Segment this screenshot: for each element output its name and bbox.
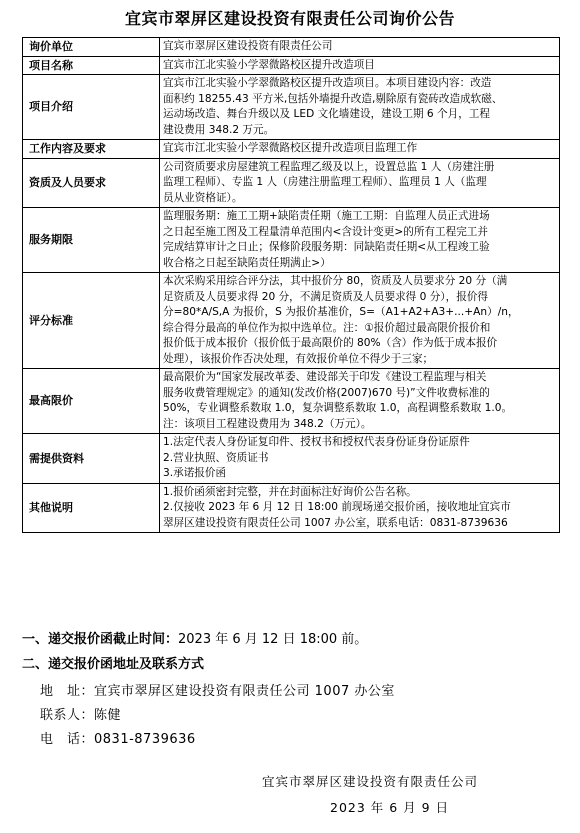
row-value-line: 收合格之日起至缺陷责任期满止>） [163,256,331,269]
row-value-line: 宜宾市翠屏区建设投资有限责任公司 [163,40,333,52]
table-row [23,369,560,434]
table-row [23,273,560,369]
row-label: 询价单位 [23,38,160,57]
row-value [160,369,560,434]
signature-company: 宜宾市翠屏区建设投资有限责任公司 [262,774,479,789]
row-value-line: 报价低于成本报价（报价低于最高限价的 80%（含）作为低于成本报价 [163,337,498,349]
row-value-line: 翠屏区建设投资有限责任公司 1007 办公室，联系电话：0831-8739636 [163,516,508,529]
row-value-line: 3.承诺报价函 [163,467,227,479]
table-row [23,38,560,57]
row-value-line: 注：该项目工程建设费用为 348.2（万元）。 [163,417,372,430]
row-value [160,208,560,273]
phone-value: 0831-8739636 [94,732,196,747]
table-row [23,434,560,484]
row-value-line: 2.营业执照、资质证书 [163,451,269,464]
row-value [160,434,560,484]
table-row [23,75,560,140]
row-value-line: 服务收费管理规定》的通知(发改价格(2007)670 号)”文件收费标准的 [163,386,490,399]
row-label: 项目介绍 [23,75,160,140]
row-value-line: 公司资质要求房屋建筑工程监理乙级及以上，设置总监 1 人（房建注册 [163,160,495,173]
row-value [160,56,560,75]
row-value-line: 本次采购采用综合评分法，其中报价分 80，资质及人员要求分 20 分（满 [163,275,508,287]
signature-date: 2023 年 6 月 9 日 [330,800,450,815]
row-value-line: 宜宾市江北实验小学翠微路校区提升改造项目。本项目建设内容：改造 [163,77,492,89]
row-value-line: 2.仅接收 2023 年 6 月 12 日 18:00 前现场递交报价函，接收地址宜宾市 [163,501,511,513]
row-value-line: 监理服务期：施工工期+缺陷责任期（施工工期：自监理人员正式进场 [163,210,490,222]
row-value [160,158,560,208]
row-value-line: 1.法定代表人身份证复印件、授权书和授权代表身份证身份证原件 [163,436,470,448]
table-row [23,158,560,208]
row-label: 工作内容及要求 [23,140,160,159]
deadline-label: 一、递交报价函截止时间： [22,632,179,647]
row-value-line: 员从业资格证）。 [163,191,243,204]
inquiry-info-table [22,37,560,533]
table-row [23,208,560,273]
row-value-line: 处理），该报价作否决处理，有效报价单位不得少于三家； [163,352,434,365]
row-value-line: 1.报价函须密封完整，并在封面标注好询价公告名称。 [163,485,417,498]
row-value [160,38,560,57]
deadline-line [22,628,367,647]
row-value-line: 宜宾市江北实验小学翠微路校区提升改造项目监理工作 [163,142,418,154]
row-label: 需提供资料 [23,434,160,484]
phone-line [40,728,196,747]
table-row [23,483,560,533]
row-value [160,273,560,369]
row-value-line: 监理工程师）、专监 1 人（房建注册监理工程师）、监理员 1 人（监理 [163,176,487,188]
row-value-line: 完成结算审计之日止；保修阶段服务期：同缺陷责任期<从工程竣工验 [163,241,490,253]
row-value [160,75,560,140]
row-value-line: 足资质及人员要求得 20 分，不满足资质及人员要求得 0 分），报价得 [163,290,489,303]
row-value [160,140,560,159]
row-label: 评分标准 [23,273,160,369]
row-label: 资质及人员要求 [23,158,160,208]
announcement-title: 宜宾市翠屏区建设投资有限责任公司询价公告 [124,9,455,28]
section-2-heading: 二、递交报价函地址及联系方式 [22,657,205,672]
row-label: 服务期限 [23,208,160,273]
address-label: 地 址： [40,684,95,699]
row-value-line: 建设费用 348.2 万元。 [163,123,275,136]
row-value [160,483,560,533]
phone-label: 电 话： [40,732,95,747]
table-row [23,140,560,159]
contact-person-label: 联系人： [40,708,95,723]
row-label: 项目名称 [23,56,160,75]
row-label: 其他说明 [23,483,160,533]
row-value-line: 综合得分最高的单位作为拟中选单位。注：①报价超过最高限价报价和 [163,321,491,334]
row-value-line: 分=80*A/S,A 为报价，S 为报价基准价，S=（A1+A2+A3+...+An）/n， [163,306,519,318]
table-row [23,56,560,75]
contact-person-line [40,704,121,723]
contact-person-value: 陈健 [94,708,122,723]
address-line [40,680,395,699]
row-value-line: 运动场改造、舞台升级以及 LED 文化墙建设，建设工期 6 个月，工程 [163,108,490,120]
row-value-line: 50%，专业调整系数取 1.0，复杂调整系数取 1.0，高程调整系数取 1.0。 [163,402,513,414]
deadline-value: 2023 年 6 月 12 日 18:00 前。 [178,632,368,647]
row-value-line: 最高限价为“国家发展改革委、建设部关于印发《建设工程监理与相关 [163,371,487,383]
address-value: 宜宾市翠屏区建设投资有限责任公司 1007 办公室 [94,684,395,699]
row-value-line: 面积约 18255.43 平方米,包括外墙提升改造,剔除原有瓷砖改造成软磁、 [163,92,503,105]
row-value-line: 之日起至施工图及工程量清单范围内<含设计变更>的所有工程完工并 [163,225,488,238]
row-label: 最高限价 [23,369,160,434]
row-value-line: 宜宾市江北实验小学翠微路校区提升改造项目 [163,58,375,71]
